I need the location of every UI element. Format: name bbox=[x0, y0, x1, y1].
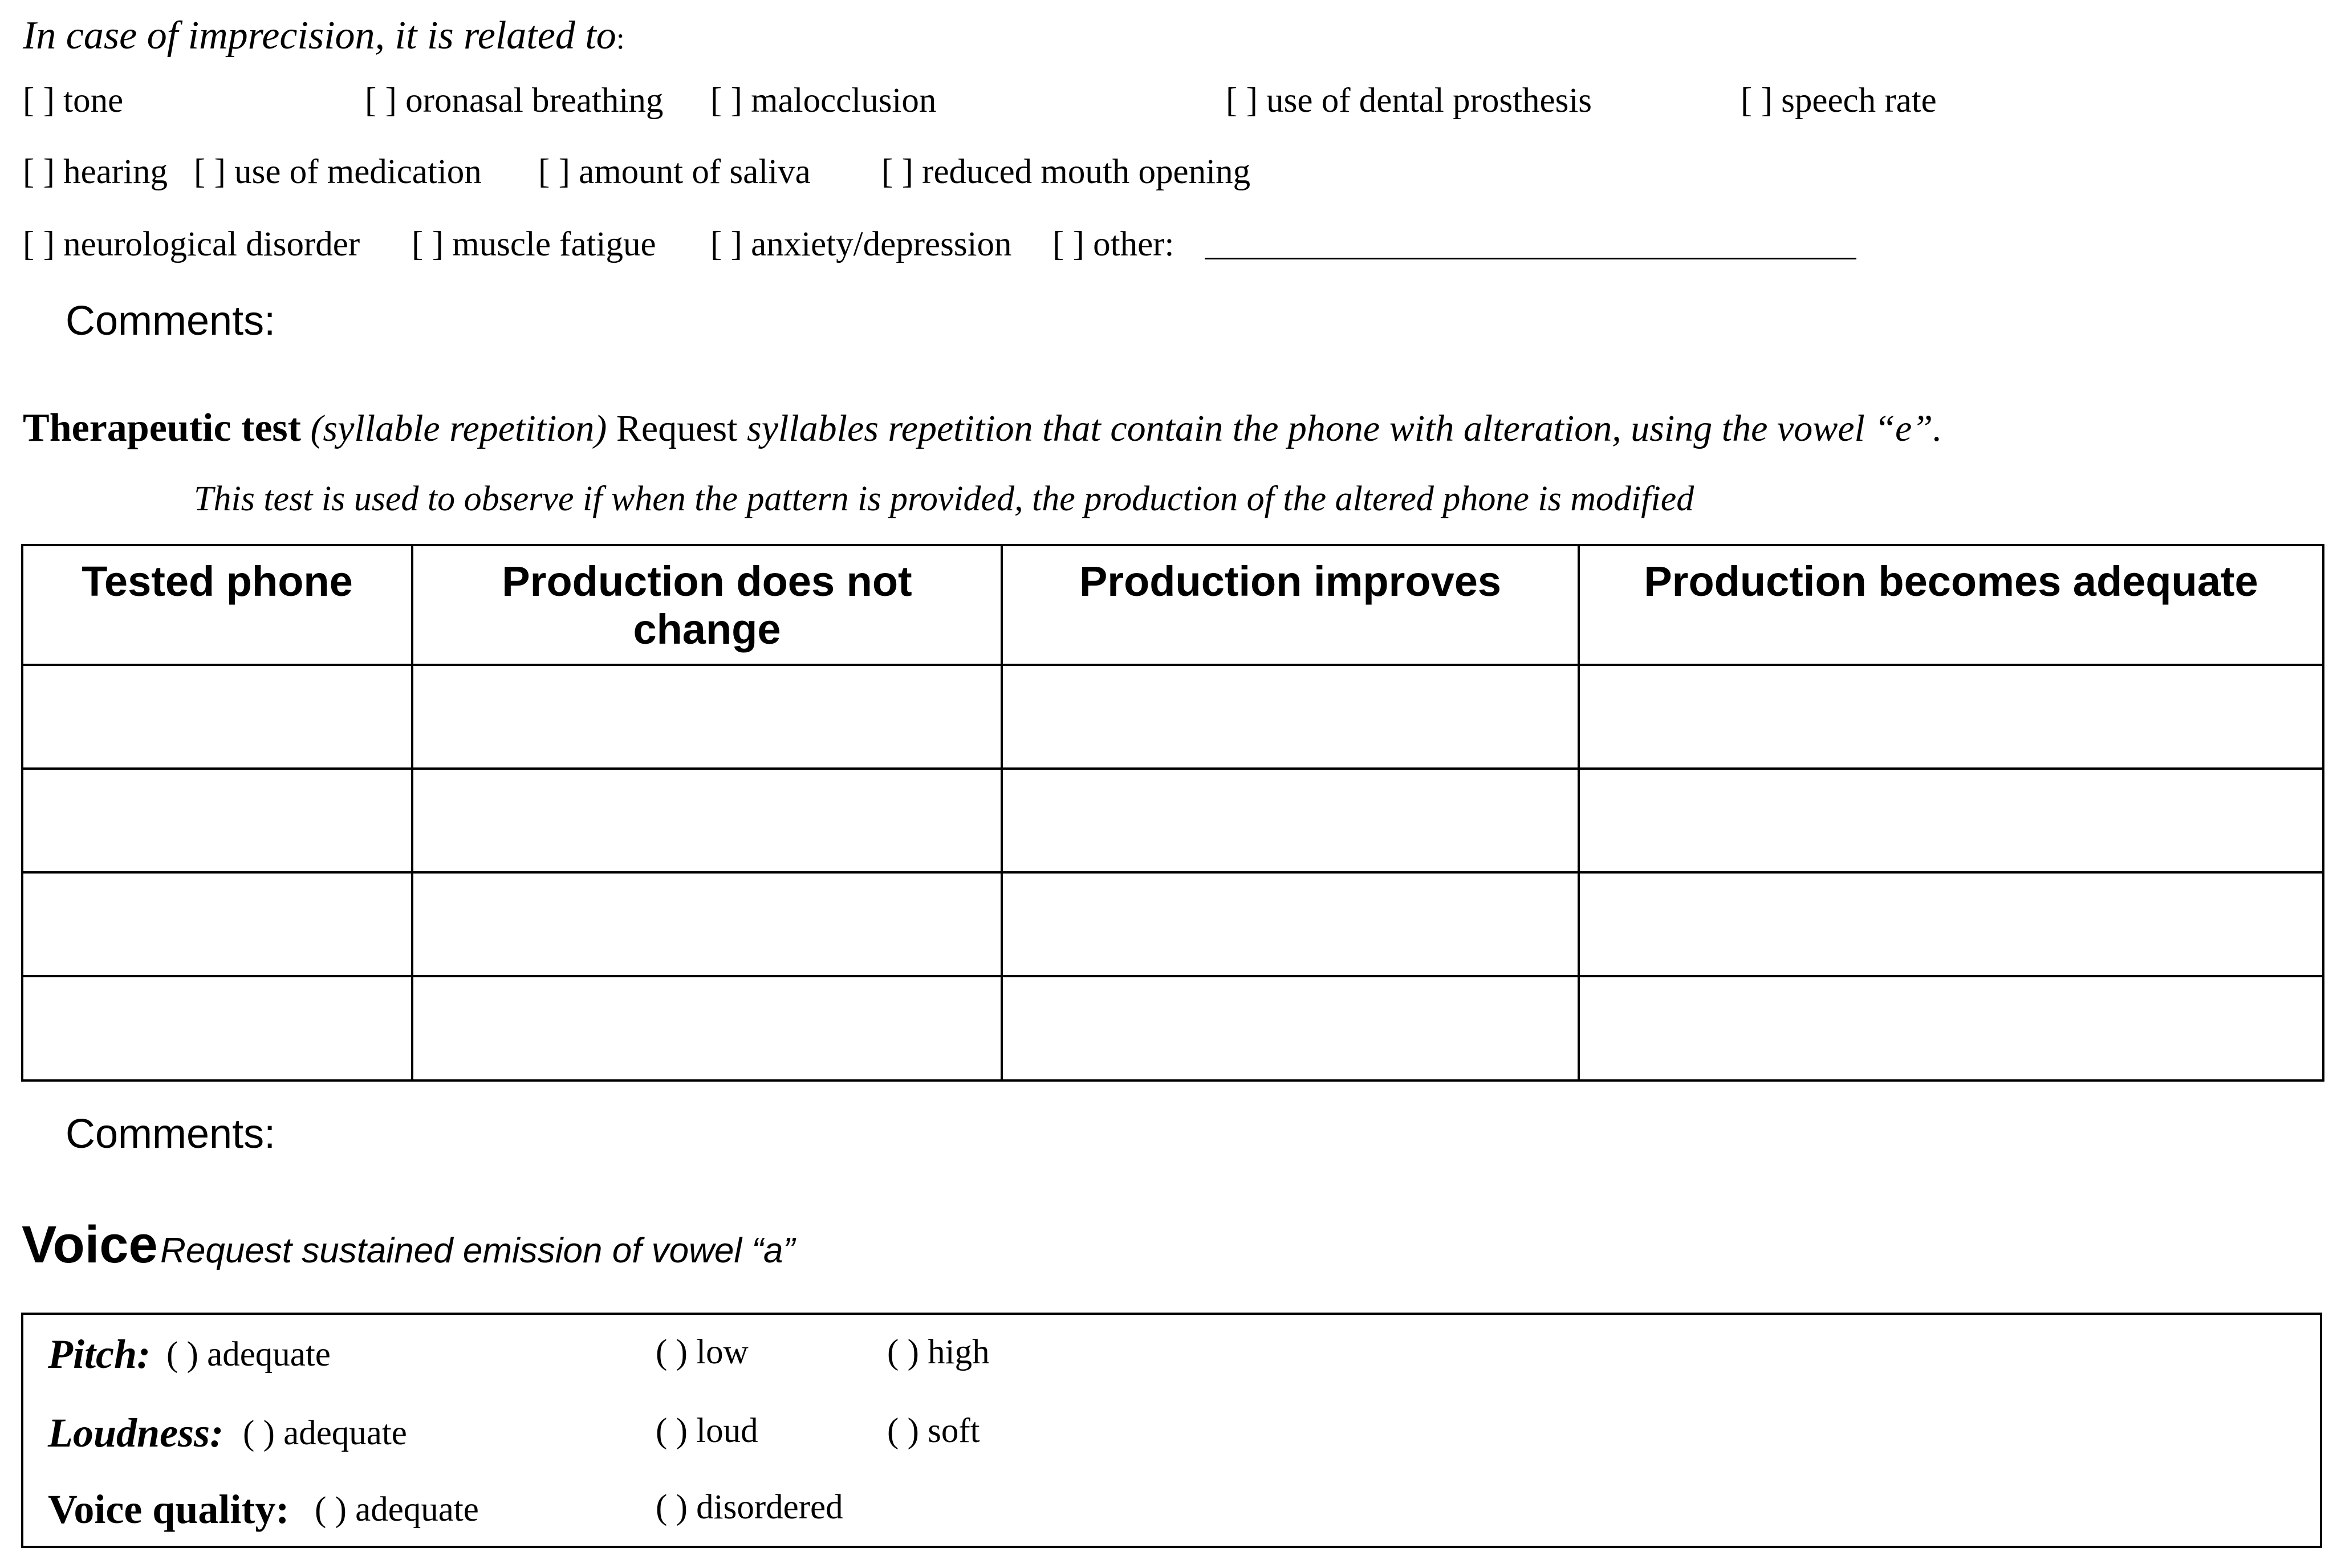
table-cell[interactable] bbox=[412, 769, 1002, 872]
imprecision-heading-text: In case of imprecision, it is related to bbox=[23, 14, 616, 58]
option-hearing[interactable]: [ ] hearing bbox=[23, 153, 168, 191]
table-cell[interactable] bbox=[1579, 665, 2323, 769]
table-cell[interactable] bbox=[1002, 769, 1579, 872]
header-production-becomes-adequate: Production becomes adequate bbox=[1579, 545, 2323, 665]
therapeutic-heading bbox=[23, 408, 1942, 448]
table-row bbox=[22, 665, 2323, 769]
option-muscle-fatigue[interactable]: [ ] muscle fatigue bbox=[412, 225, 656, 263]
table-cell[interactable] bbox=[1579, 769, 2323, 872]
therapeutic-note: This test is used to observe if when the pattern is provided, the production of the altered phone is modified bbox=[194, 480, 1694, 518]
comments-label-2: Comments: bbox=[66, 1111, 276, 1157]
header-tested-phone: Tested phone bbox=[22, 545, 412, 665]
table-cell[interactable] bbox=[1002, 872, 1579, 976]
pitch-high[interactable]: ( ) high bbox=[887, 1333, 990, 1371]
option-tone[interactable]: [ ] tone bbox=[23, 82, 124, 120]
table-cell[interactable] bbox=[22, 976, 412, 1080]
loudness-adequate[interactable]: ( ) adequate bbox=[243, 1414, 407, 1452]
voice-title: Voice bbox=[22, 1216, 158, 1274]
option-use-of-medication[interactable]: [ ] use of medication bbox=[194, 153, 482, 191]
table-cell[interactable] bbox=[1002, 976, 1579, 1080]
voice-quality-label: Voice quality: bbox=[48, 1486, 290, 1532]
table-row bbox=[22, 976, 2323, 1080]
voice-heading bbox=[22, 1216, 795, 1274]
option-malocclusion[interactable]: [ ] malocclusion bbox=[710, 82, 937, 120]
option-anxiety-depression[interactable]: [ ] anxiety/depression bbox=[710, 225, 1012, 263]
therapeutic-request: Request bbox=[616, 408, 738, 449]
loudness-soft[interactable]: ( ) soft bbox=[887, 1412, 980, 1450]
option-speech-rate[interactable]: [ ] speech rate bbox=[1741, 82, 1937, 120]
table-cell[interactable] bbox=[412, 665, 1002, 769]
loudness-loud[interactable]: ( ) loud bbox=[656, 1412, 758, 1450]
table-cell[interactable] bbox=[412, 976, 1002, 1080]
loudness-label: Loudness: bbox=[48, 1410, 224, 1456]
option-oronasal-breathing[interactable]: [ ] oronasal breathing bbox=[365, 82, 664, 120]
table-cell[interactable] bbox=[22, 872, 412, 976]
pitch-low[interactable]: ( ) low bbox=[656, 1333, 749, 1371]
other-text-line[interactable] bbox=[1205, 258, 1856, 259]
option-reduced-mouth-opening[interactable]: [ ] reduced mouth opening bbox=[881, 153, 1251, 191]
table-cell[interactable] bbox=[22, 769, 412, 872]
option-dental-prosthesis[interactable]: [ ] use of dental prosthesis bbox=[1226, 82, 1592, 120]
table-cell[interactable] bbox=[1579, 976, 2323, 1080]
pitch-adequate[interactable]: ( ) adequate bbox=[166, 1335, 331, 1374]
option-other[interactable]: [ ] other: bbox=[1052, 225, 1174, 263]
option-amount-of-saliva[interactable]: [ ] amount of saliva bbox=[538, 153, 811, 191]
option-neurological-disorder[interactable]: [ ] neurological disorder bbox=[23, 225, 360, 263]
table-row bbox=[22, 769, 2323, 872]
comments-label-1: Comments: bbox=[66, 298, 276, 344]
table-cell[interactable] bbox=[1002, 665, 1579, 769]
table-header-row bbox=[22, 545, 2323, 665]
table-row bbox=[22, 872, 2323, 976]
voice-quality-disordered[interactable]: ( ) disordered bbox=[656, 1488, 843, 1526]
imprecision-heading-colon: : bbox=[616, 21, 625, 55]
table-cell[interactable] bbox=[1579, 872, 2323, 976]
therapeutic-instruction: syllables repetition that contain the phone with alteration, using the vowel “e”. bbox=[747, 408, 1942, 449]
pitch-label: Pitch: bbox=[48, 1331, 151, 1377]
imprecision-heading bbox=[23, 16, 625, 56]
table-cell[interactable] bbox=[22, 665, 412, 769]
header-production-improves: Production improves bbox=[1002, 545, 1579, 665]
table-cell[interactable] bbox=[412, 872, 1002, 976]
therapeutic-title: Therapeutic test bbox=[23, 406, 301, 450]
header-production-does-not-change: Production does not change bbox=[412, 545, 1002, 665]
voice-quality-adequate[interactable]: ( ) adequate bbox=[315, 1490, 479, 1529]
voice-instruction: Request sustained emission of vowel “a” bbox=[160, 1231, 795, 1270]
therapeutic-test-table bbox=[21, 544, 2324, 1082]
therapeutic-paren: (syllable repetition) bbox=[310, 408, 607, 449]
